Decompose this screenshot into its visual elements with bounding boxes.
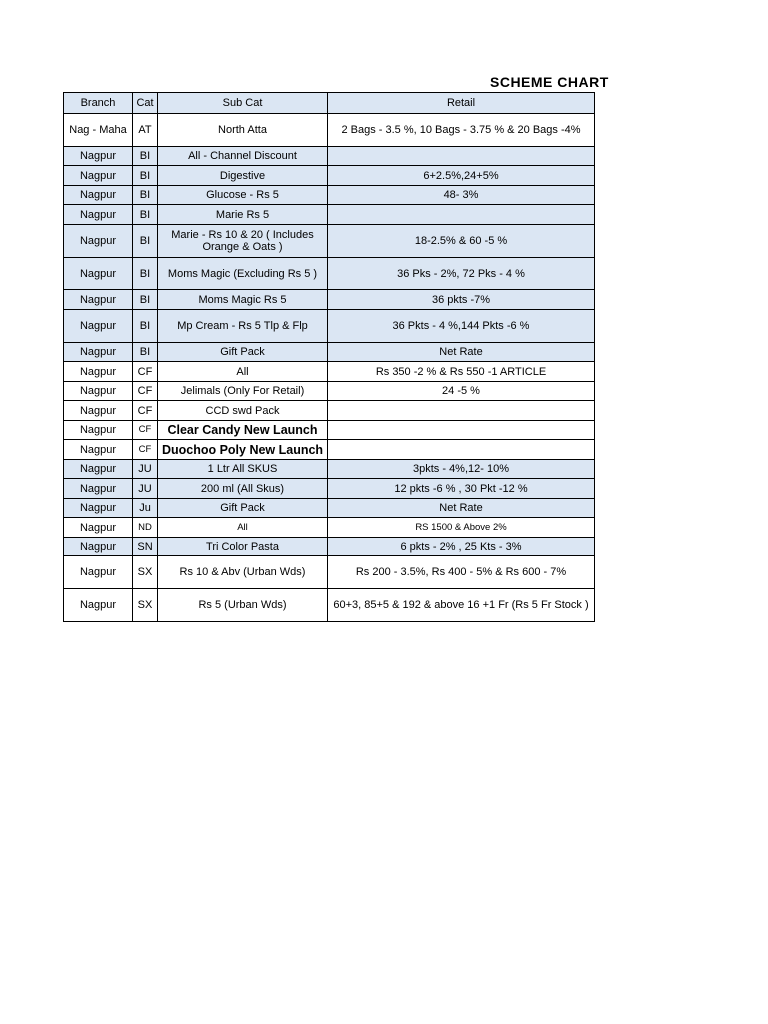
cat-cell: CF — [133, 382, 158, 401]
retail-cell: Rs 350 -2 % & Rs 550 -1 ARTICLE — [328, 362, 595, 382]
cat-cell: BI — [133, 310, 158, 343]
cat-cell: SX — [133, 589, 158, 622]
retail-cell: 3pkts - 4%,12- 10% — [328, 460, 595, 479]
branch-cell: Nagpur — [64, 479, 133, 499]
table-row — [64, 186, 595, 205]
cat-cell: SX — [133, 556, 158, 589]
branch-cell: Nagpur — [64, 258, 133, 290]
branch-cell: Nagpur — [64, 205, 133, 225]
branch-cell: Nagpur — [64, 499, 133, 518]
cat-cell: BI — [133, 290, 158, 310]
sub-cat-cell: Rs 5 (Urban Wds) — [158, 589, 328, 622]
retail-cell: 18-2.5% & 60 -5 % — [328, 225, 595, 258]
sub-cat-cell: Jelimals (Only For Retail) — [158, 382, 328, 401]
table-row — [64, 205, 595, 225]
table-row — [64, 421, 595, 440]
branch-cell: Nagpur — [64, 225, 133, 258]
branch-cell: Nagpur — [64, 166, 133, 186]
branch-cell: Nagpur — [64, 382, 133, 401]
header-retail: Retail — [328, 93, 595, 114]
cat-cell: BI — [133, 225, 158, 258]
table-row — [64, 147, 595, 166]
cat-cell: ND — [133, 518, 158, 538]
sub-cat-cell: Marie Rs 5 — [158, 205, 328, 225]
branch-cell: Nagpur — [64, 186, 133, 205]
branch-cell: Nagpur — [64, 440, 133, 460]
table-row — [64, 499, 595, 518]
branch-cell: Nag - Maha — [64, 114, 133, 147]
table-row — [64, 556, 595, 589]
sub-cat-cell: Digestive — [158, 166, 328, 186]
table-row — [64, 538, 595, 556]
sub-cat-cell: All — [158, 362, 328, 382]
retail-cell: 48- 3% — [328, 186, 595, 205]
sub-cat-cell: 1 Ltr All SKUS — [158, 460, 328, 479]
retail-cell: 6+2.5%,24+5% — [328, 166, 595, 186]
retail-cell — [328, 421, 595, 440]
table-row — [64, 401, 595, 421]
retail-cell: 36 Pkts - 4 %,144 Pkts -6 % — [328, 310, 595, 343]
table-row — [64, 382, 595, 401]
table-row — [64, 166, 595, 186]
branch-cell: Nagpur — [64, 362, 133, 382]
cat-cell: BI — [133, 343, 158, 362]
scheme-table — [63, 92, 595, 622]
header-branch: Branch — [64, 93, 133, 114]
sub-cat-cell: Tri Color Pasta — [158, 538, 328, 556]
sub-cat-cell: Gift Pack — [158, 343, 328, 362]
header-row — [64, 93, 595, 114]
title-clip — [330, 72, 609, 94]
cat-cell: CF — [133, 401, 158, 421]
page-title: SCHEME CHART — [490, 74, 609, 90]
branch-cell: Nagpur — [64, 401, 133, 421]
cat-cell: CF — [133, 362, 158, 382]
retail-cell: 36 pkts -7% — [328, 290, 595, 310]
retail-cell: 36 Pks - 2%, 72 Pks - 4 % — [328, 258, 595, 290]
cat-cell: JU — [133, 479, 158, 499]
table-row — [64, 460, 595, 479]
branch-cell: Nagpur — [64, 538, 133, 556]
retail-cell — [328, 147, 595, 166]
branch-cell: Nagpur — [64, 589, 133, 622]
sub-cat-cell: All - Channel Discount — [158, 147, 328, 166]
branch-cell: Nagpur — [64, 421, 133, 440]
header-sub-cat: Sub Cat — [158, 93, 328, 114]
cat-cell: BI — [133, 258, 158, 290]
retail-cell: 24 -5 % — [328, 382, 595, 401]
table-row — [64, 440, 595, 460]
cat-cell: SN — [133, 538, 158, 556]
sub-cat-cell: Gift Pack — [158, 499, 328, 518]
table-row — [64, 518, 595, 538]
sub-cat-cell: North Atta — [158, 114, 328, 147]
sub-cat-cell: Rs 10 & Abv (Urban Wds) — [158, 556, 328, 589]
branch-cell: Nagpur — [64, 518, 133, 538]
table-row — [64, 479, 595, 499]
table-row — [64, 258, 595, 290]
retail-cell: Net Rate — [328, 499, 595, 518]
table-row — [64, 343, 595, 362]
branch-cell: Nagpur — [64, 147, 133, 166]
sub-cat-cell: CCD swd Pack — [158, 401, 328, 421]
table-row — [64, 225, 595, 258]
table-row — [64, 114, 595, 147]
table-row — [64, 589, 595, 622]
branch-cell: Nagpur — [64, 556, 133, 589]
retail-cell: Net Rate — [328, 343, 595, 362]
retail-cell: 60+3, 85+5 & 192 & above 16 +1 Fr (Rs 5 Fr Stock ) — [328, 589, 595, 622]
sub-cat-cell: Clear Candy New Launch — [158, 421, 328, 440]
sub-cat-cell: Moms Magic Rs 5 — [158, 290, 328, 310]
retail-cell: RS 1500 & Above 2% — [328, 518, 595, 538]
sub-cat-cell: Marie - Rs 10 & 20 ( Includes Orange & Oats ) — [158, 225, 328, 258]
branch-cell: Nagpur — [64, 343, 133, 362]
sub-cat-cell: Moms Magic (Excluding Rs 5 ) — [158, 258, 328, 290]
cat-cell: BI — [133, 147, 158, 166]
sub-cat-cell: Mp Cream - Rs 5 Tlp & Flp — [158, 310, 328, 343]
cat-cell: AT — [133, 114, 158, 147]
table-row — [64, 310, 595, 343]
retail-cell: 6 pkts - 2% , 25 Kts - 3% — [328, 538, 595, 556]
retail-cell — [328, 401, 595, 421]
cat-cell: CF — [133, 440, 158, 460]
branch-cell: Nagpur — [64, 460, 133, 479]
cat-cell: BI — [133, 205, 158, 225]
retail-cell: 12 pkts -6 % , 30 Pkt -12 % — [328, 479, 595, 499]
table-row — [64, 290, 595, 310]
cat-cell: BI — [133, 186, 158, 205]
branch-cell: Nagpur — [64, 290, 133, 310]
sub-cat-cell: Glucose - Rs 5 — [158, 186, 328, 205]
sub-cat-cell: 200 ml (All Skus) — [158, 479, 328, 499]
retail-cell: 2 Bags - 3.5 %, 10 Bags - 3.75 % & 20 Bags -4% — [328, 114, 595, 147]
sub-cat-cell: Duochoo Poly New Launch — [158, 440, 328, 460]
branch-cell: Nagpur — [64, 310, 133, 343]
retail-cell — [328, 440, 595, 460]
cat-cell: CF — [133, 421, 158, 440]
retail-cell: Rs 200 - 3.5%, Rs 400 - 5% & Rs 600 - 7% — [328, 556, 595, 589]
cat-cell: BI — [133, 166, 158, 186]
cat-cell: JU — [133, 460, 158, 479]
cat-cell: Ju — [133, 499, 158, 518]
retail-cell — [328, 205, 595, 225]
sub-cat-cell: All — [158, 518, 328, 538]
header-cat: Cat — [133, 93, 158, 114]
table-row — [64, 362, 595, 382]
